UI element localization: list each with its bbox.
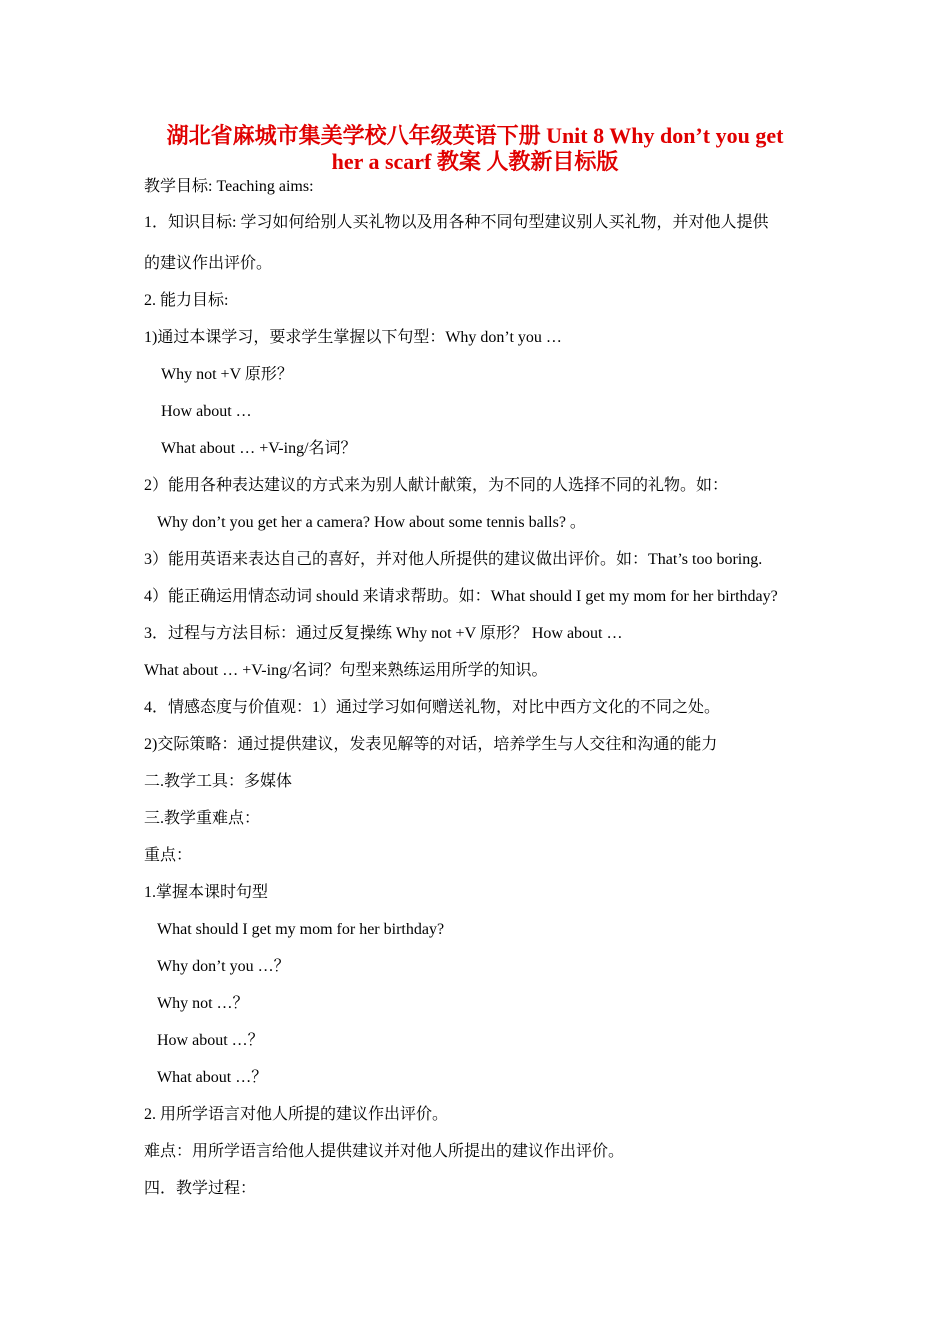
key-points-heading: 重点： (144, 847, 193, 864)
process-method-goal: 3．过程与方法目标：通过反复操练 Why not +V 原形？ How about … (144, 625, 623, 642)
key-sentence-why-dont-you: Why don’t you …？ (157, 958, 290, 975)
sentence-pattern-what-about: What about … +V-ing/名词？ (161, 440, 357, 457)
ability-goal-item-2-example: Why don’t you get her a camera? How about some tennis balls? 。 (157, 514, 586, 531)
teaching-aims-heading: 教学目标: Teaching aims: (144, 178, 314, 195)
ability-goal-item-4: 4）能正确运用情态动词 should 来请求帮助。如：What should I get my mom for her birthday? (144, 588, 778, 605)
ability-goal-item-2: 2）能用各种表达建议的方式来为别人献计献策，为不同的人选择不同的礼物。如： (144, 477, 729, 494)
knowledge-goal-continuation: 的建议作出评价。 (144, 255, 273, 272)
teaching-tools: 二.教学工具：多媒体 (144, 773, 293, 790)
document-title-line-1: 湖北省麻城市集美学校八年级英语下册 Unit 8 Why don’t you get (166, 123, 784, 148)
key-point-2: 2. 用所学语言对他人所提的建议作出评价。 (144, 1106, 449, 1123)
key-sentence-why-not: Why not …？ (157, 995, 249, 1012)
document-title-line-2: her a scarf 教案 人教新目标版 (331, 149, 619, 174)
ability-goal-heading: 2. 能力目标: (144, 292, 229, 309)
key-difficult-points-heading: 三.教学重难点： (144, 810, 261, 827)
teaching-process-heading: 四．教学过程： (144, 1180, 257, 1197)
sentence-pattern-how-about: How about … (161, 403, 252, 420)
key-sentence-how-about: How about …？ (157, 1032, 264, 1049)
difficult-point: 难点：用所学语言给他人提供建议并对他人所提出的建议作出评价。 (144, 1143, 625, 1160)
communication-strategy: 2)交际策略：通过提供建议，发表见解等的对话，培养学生与人交往和沟通的能力 (144, 736, 718, 753)
key-sentence-what-about: What about …？ (157, 1069, 268, 1086)
ability-goal-item-1: 1)通过本课学习，要求学生掌握以下句型：Why don’t you … (144, 329, 562, 346)
knowledge-goal-line: 1．知识目标: 学习如何给别人买礼物以及用各种不同句型建议别人买礼物，并对他人提供 (144, 214, 769, 231)
sentence-pattern-why-not: Why not +V 原形？ (161, 366, 293, 383)
process-method-goal-continuation: What about … +V-ing/名词？句型来熟练运用所学的知识。 (144, 662, 548, 679)
ability-goal-item-3: 3）能用英语来表达自己的喜好，并对他人所提供的建议做出评价。如：That’s too boring. (144, 551, 763, 568)
key-sentence-what-should: What should I get my mom for her birthday? (157, 921, 445, 938)
key-point-1: 1.掌握本课时句型 (144, 884, 269, 901)
emotion-attitude-goal: 4．情感态度与价值观：1）通过学习如何赠送礼物，对比中西方文化的不同之处。 (144, 699, 721, 716)
